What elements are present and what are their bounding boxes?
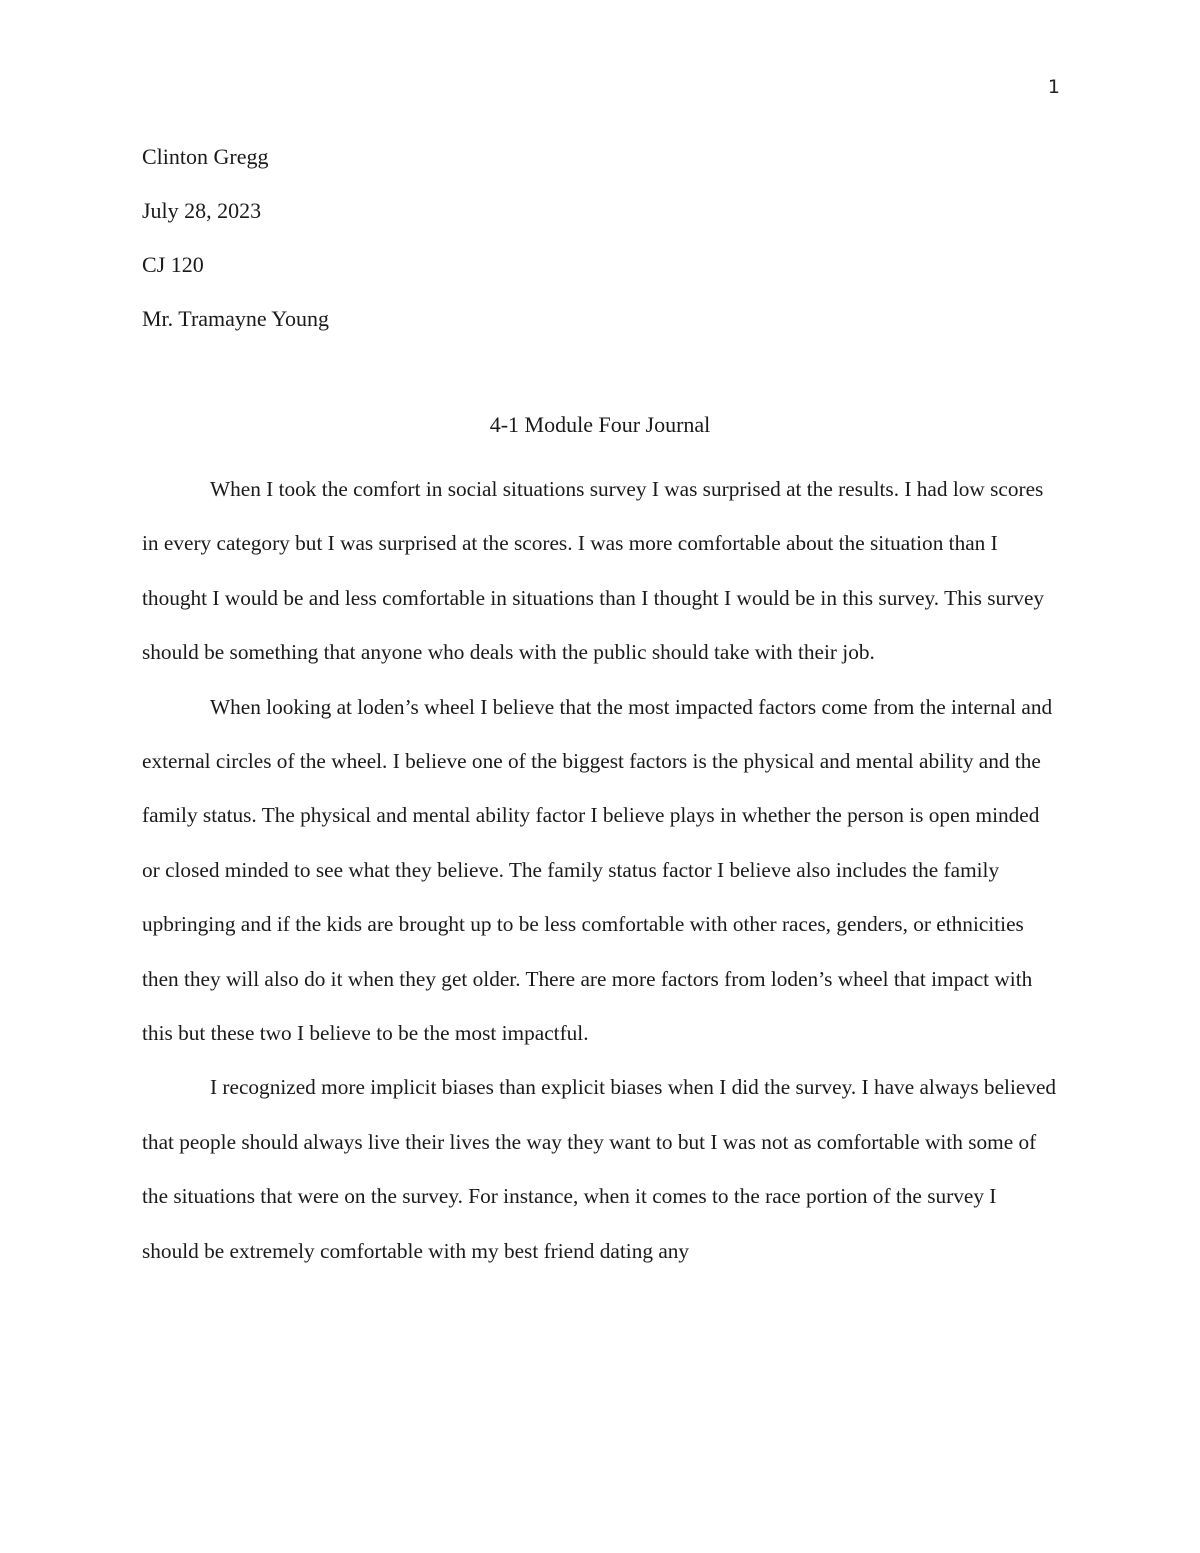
page-number: 1 xyxy=(1047,76,1060,98)
instructor-name: Mr. Tramayne Young xyxy=(142,306,330,331)
body-paragraph: When I took the comfort in social situations survey I was surprised at the results. I had low scores in every category but I was surprised at the scores. I was more comfortable about the situation than I thought I would be and less comfortable in situations than I thought I would be in this survey. This survey should be something that anyone who deals with the public should take with their job. xyxy=(142,477,1045,665)
document-body xyxy=(142,462,1058,1278)
body-paragraph: I recognized more implicit biases than explicit biases when I did the survey. I have always believed that people should always live their lives the way they want to but I was not as comfortable with some of the situations that were on the survey. For instance, when it comes to the race portion of the survey I should be extremely comfortable with my best friend dating any xyxy=(142,1075,1057,1263)
course-code: CJ 120 xyxy=(142,252,204,277)
document-date: July 28, 2023 xyxy=(142,198,262,223)
document-title: 4-1 Module Four Journal xyxy=(489,412,711,437)
body-paragraph: When looking at loden’s wheel I believe that the most impacted factors come from the internal and external circles of the wheel. I believe one of the biggest factors is the physical and mental ability and the family status. The physical and mental ability factor I believe plays in whether the person is open minded or closed minded to see what they believe. The family status factor I believe also includes the family upbringing and if the kids are brought up to be less comfortable with other races, genders, or ethnicities then they will also do it when they get older. There are more factors from loden’s wheel that impact with this but these two I believe to be the most impactful. xyxy=(142,694,1053,1046)
document-heading xyxy=(142,140,1062,356)
author-name: Clinton Gregg xyxy=(142,144,269,169)
